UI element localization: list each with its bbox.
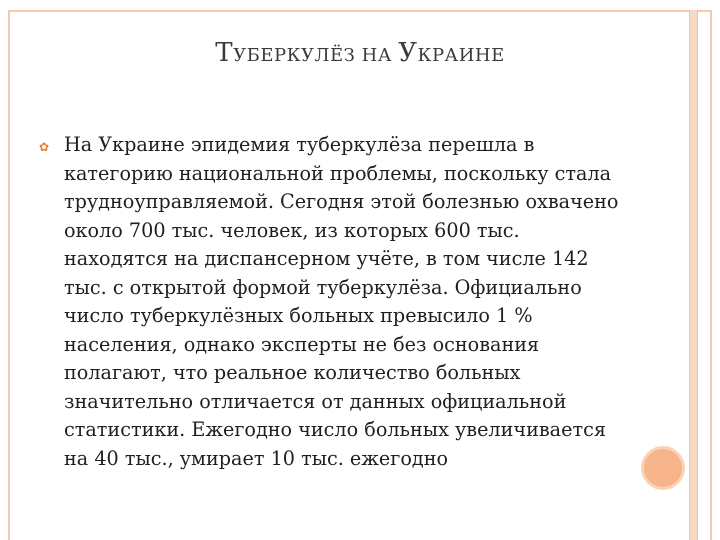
slide-title xyxy=(40,40,680,66)
title-word1-rest: УБЕРКУЛЁЗ xyxy=(233,45,356,66)
title-word3-cap: У xyxy=(398,38,418,68)
fleuron-bullet-icon: ✿ xyxy=(39,140,50,154)
title-word3-rest: КРАИНЕ xyxy=(417,45,505,66)
body-paragraph: На Украине эпидемия туберкулёза перешла в категорию национальной проблемы, поскольку стала трудноуправляемой. Сегодня этой болезнью охвачено около 700 тыс. человек, из которых 600 тыс. находятся на диспансерном учёте, в том числе 142 тыс. с открытой формой туберкулёза. Официально число туберкулёзных больных превысило 1 % населения, однако эксперты не без основания полагают, что реальное количество больных значительно отличается от данных официальной статистики. Ежегодно число больных увеличивается на 40 тыс., умирает 10 тыс. ежегодно xyxy=(64,133,619,470)
title-word2: НА xyxy=(361,45,392,66)
title-word1-cap: Т xyxy=(215,38,234,68)
decorative-circle xyxy=(641,446,685,490)
frame-vertical-bar xyxy=(689,10,698,540)
